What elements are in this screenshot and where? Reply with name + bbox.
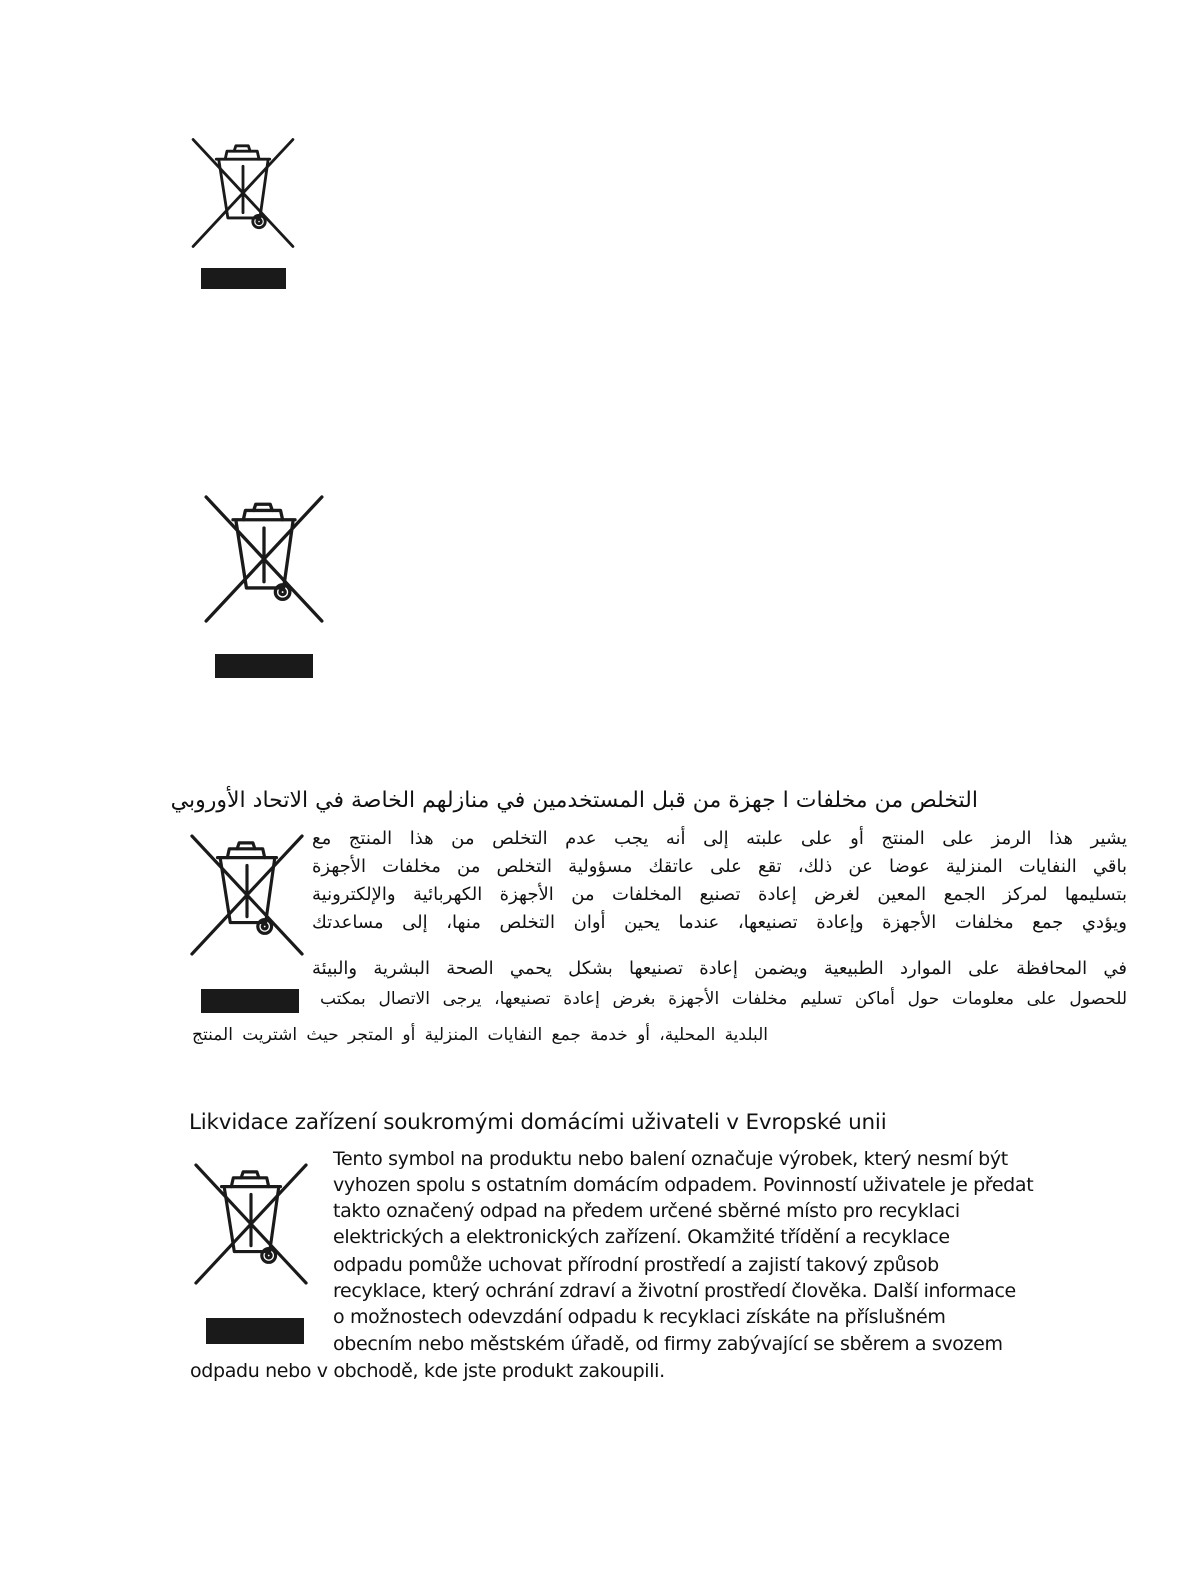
black-bar: [206, 1318, 304, 1344]
arabic-paragraph-line: ويؤدي جمع مخلفات الأجهزة وإعادة تصنيعها، عندما يحين أوان التخلص منها، إلى مساعدتك: [312, 912, 1127, 933]
wheelie-bin-icon: [202, 490, 326, 628]
czech-paragraph-line: vyhozen spolu s ostatním domácím odpadem. Povinností uživatele je předat: [333, 1174, 1034, 1196]
czech-paragraph-line: odpadu pomůže uchovat přírodní prostředí a zajistí takový způsob: [333, 1254, 939, 1276]
czech-paragraph-line: takto označený odpad na předem určené sběrné místo pro recyklaci: [333, 1200, 960, 1222]
czech-section-title: Likvidace zařízení soukromými domácími uživateli v Evropské unii: [189, 1110, 887, 1135]
arabic-paragraph-line: للحصول على معلومات حول أماكن تسليم مخلفات الأجهزة بغرض إعادة تصنيعها، يرجى الاتصال بمكتب: [320, 989, 1127, 1009]
arabic-paragraph-line: يشير هذا الرمز على المنتج أو على علبته إلى أنه يجب عدم التخلص من هذا المنتج مع: [312, 828, 1127, 849]
arabic-paragraph-line: بتسليمها لمركز الجمع المعين لغرض إعادة تصنيع المخلفات من الأجهزة الكهربائية والإلكترونية: [312, 884, 1127, 905]
arabic-paragraph-line: في المحافظة على الموارد الطبيعية ويضمن إعادة تصنيعها بشكل يحمي الصحة البشرية والبيئة: [312, 958, 1127, 979]
czech-paragraph-line: o možnostech odevzdání odpadu k recyklaci získáte na příslušném: [333, 1306, 946, 1328]
arabic-paragraph-line: البلدية المحلية، أو خدمة جمع النفايات المنزلية أو المتجر حيث اشتريت المنتج: [192, 1025, 768, 1045]
wheelie-bin-icon: [192, 1154, 310, 1294]
black-bar: [201, 268, 286, 289]
wheelie-bin-icon: [186, 136, 300, 250]
czech-paragraph-line: obecním nebo městském úřadě, od firmy zabývající se sběrem a svozem: [333, 1333, 1003, 1355]
czech-paragraph-line: Tento symbol na produktu nebo balení označuje výrobek, který nesmí být: [333, 1148, 1008, 1170]
czech-paragraph-line: odpadu nebo v obchodě, kde jste produkt zakoupili.: [190, 1360, 665, 1382]
black-bar: [215, 654, 313, 678]
black-bar: [201, 989, 299, 1013]
wheelie-bin-icon: [188, 826, 306, 964]
czech-paragraph-line: recyklace, který ochrání zdraví a životní prostředí člověka. Další informace: [333, 1280, 1016, 1302]
arabic-section-title: التخلص من مخلفات ا جهزة من قبل المستخدمين في منازلهم الخاصة في الاتحاد الأوروبي: [170, 788, 978, 813]
arabic-paragraph-line: باقي النفايات المنزلية عوضا عن ذلك، تقع على عاتقك مسؤولية التخلص من مخلفات الأجهزة: [312, 856, 1127, 877]
czech-paragraph-line: elektrických a elektronických zařízení. Okamžité třídění a recyklace: [333, 1226, 950, 1248]
